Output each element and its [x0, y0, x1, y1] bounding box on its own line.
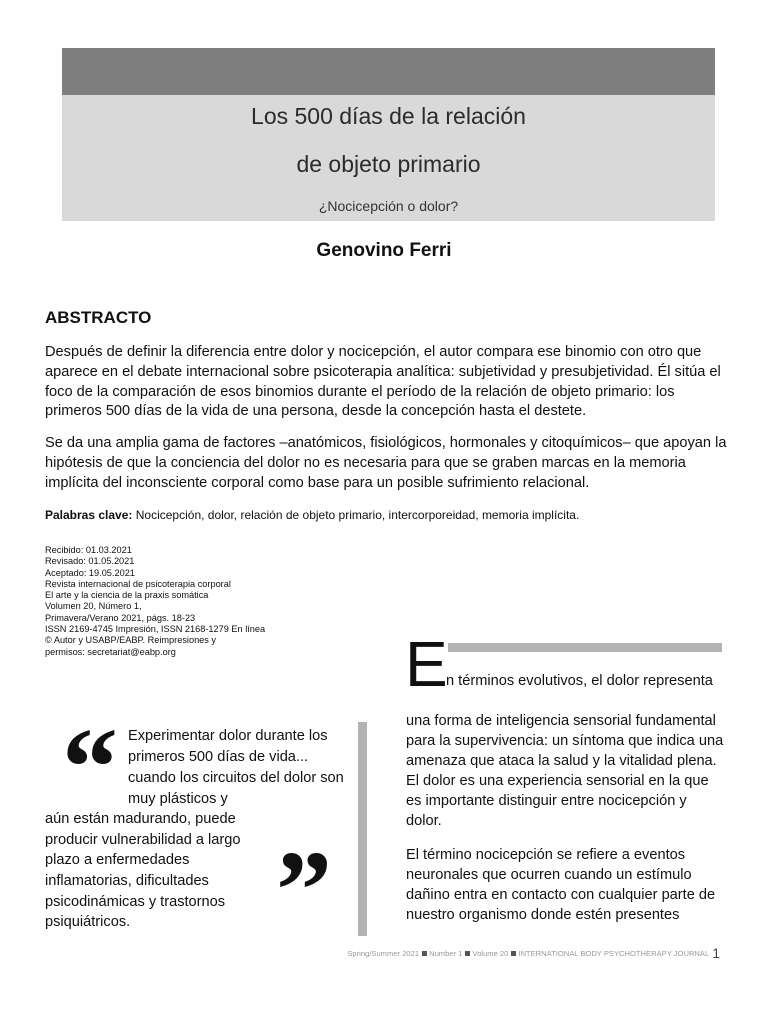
pull-quote-line: aún están madurando, puede [45, 811, 236, 827]
meta-line: Revista internacional de psicoterapia corporal [45, 578, 231, 589]
pull-quote-line: primeros 500 días de vida... [128, 749, 309, 765]
open-quote-mark: “ [62, 706, 118, 830]
body-paragraph-1: una forma de inteligencia sensorial fundamental para la supervivencia: un síntoma que indica una amenaza que ataca la salud y la vitalidad plena. El dolor es una experiencia sensorial en la que es importante distinguir entre nocicepción y dolor. [406, 713, 724, 829]
body-paragraph-2: El término nocicepción se refiere a eventos neuronales que ocurren cuando un estímulo dañino entra en contacto con cualquier parte de nuestro organismo donde estén presentes [406, 847, 716, 923]
abstract-heading: ABSTRACTO [45, 308, 152, 327]
abstract-paragraph-2: Se da una amplia gama de factores –anatómicos, fisiológicos, hormonales y citoquímicos– que apoyan la hipótesis de que la conciencia del dolor no es necesaria para que se graben marcas en la memoria implícita del inconsciente corporal como base para un posible sufrimiento relacional. [45, 435, 727, 491]
drop-cap-rule [448, 643, 722, 652]
keywords [45, 508, 735, 522]
meta-line: Aceptado: 19.05.2021 [45, 567, 135, 578]
footer-season: Spring/Summer 2021 [347, 949, 420, 958]
square-bullet-icon [422, 951, 427, 956]
article-title-line-1: Los 500 días de la relación [251, 103, 526, 129]
keywords-text: Nocicepción, dolor, relación de objeto primario, intercorporeidad, memoria implícita. [135, 508, 580, 522]
pull-quote-line: cuando los circuitos del dolor son [128, 770, 344, 786]
pull-quote-line: inflamatorias, dificultades [45, 873, 209, 889]
title-box [62, 95, 715, 221]
close-quote-mark: ” [276, 829, 332, 953]
keywords-label: Palabras clave: [45, 508, 133, 522]
meta-line: Volumen 20, Número 1, [45, 601, 142, 612]
article-title-line-2: de objeto primario [296, 151, 481, 177]
footer-number: Number 1 [429, 949, 463, 958]
pull-quote-divider [358, 722, 367, 936]
pull-quote-line: producir vulnerabilidad a largo [45, 832, 241, 848]
meta-line: permisos: secretariat@eabp.org [45, 646, 176, 657]
abstract-paragraph-1: Después de definir la diferencia entre dolor y nocicepción, el autor compara ese binomio con otro que aparece en el debate internacional sobre psicoterapia analítica: subjetividad y presubjetividad. Él sitúa el foco de la comparación de esos binomios durante el período de la relación de objeto primario: los primeros 500 días de la vida de una persona, desde la concepción hasta el destete. [45, 344, 721, 420]
square-bullet-icon [465, 951, 470, 956]
page-footer [347, 945, 720, 961]
header-band [62, 48, 715, 95]
pull-quote-line: psicodinámicas y trastornos [45, 894, 226, 910]
pull-quote-line: psiquiátricos. [45, 914, 131, 930]
meta-line: Revisado: 01.05.2021 [45, 556, 135, 567]
pull-quote-line: plazo a enfermedades [45, 852, 190, 868]
meta-line: ISSN 2169-4745 Impresión, ISSN 2168-1279 En línea [45, 624, 266, 635]
drop-cap: E [405, 628, 448, 700]
pull-quote-line: Experimentar dolor durante los [128, 728, 328, 744]
meta-line: El arte y la ciencia de la praxis somática [45, 590, 209, 601]
meta-line: © Autor y USABP/EABP. Reimpresiones y [45, 635, 217, 646]
publication-metadata [45, 545, 345, 658]
article-subtitle: ¿Nocicepción o dolor? [318, 198, 459, 214]
author-name: Genovino Ferri [316, 240, 452, 261]
meta-line: Recibido: 01.03.2021 [45, 545, 132, 555]
page-number: 1 [712, 945, 720, 961]
body-first-line: n términos evolutivos, el dolor representa [446, 673, 713, 689]
footer-journal: INTERNATIONAL BODY PSYCHOTHERAPY JOURNAL [518, 949, 710, 958]
footer-volume: Volume 20 [472, 949, 509, 958]
square-bullet-icon [511, 951, 516, 956]
pull-quote-line: muy plásticos y [128, 791, 228, 807]
meta-line: Primavera/Verano 2021, págs. 18-23 [45, 612, 196, 623]
